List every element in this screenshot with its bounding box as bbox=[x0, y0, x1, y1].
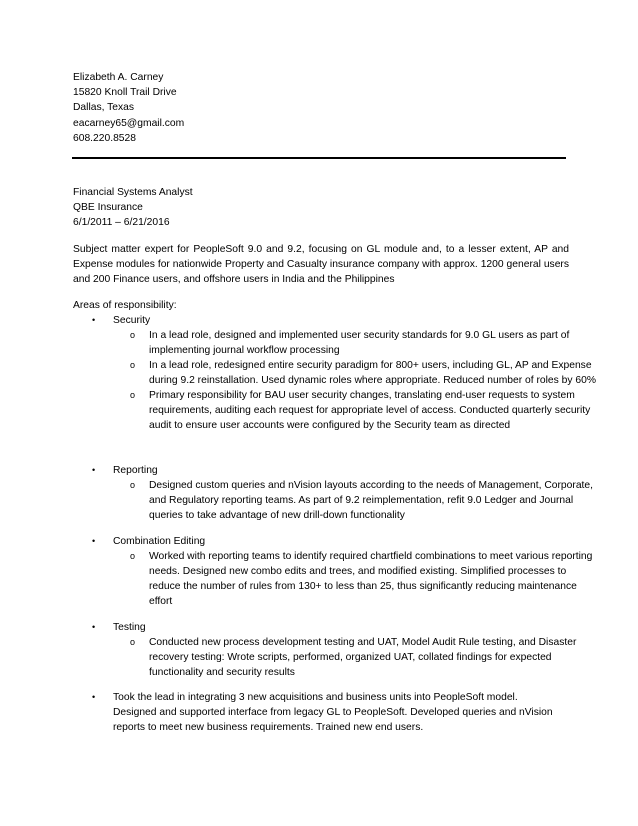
contact-phone: 608.220.8528 bbox=[73, 132, 136, 144]
bullet-icon: • bbox=[92, 465, 96, 475]
list-item bbox=[130, 549, 593, 609]
job-company: QBE Insurance bbox=[73, 202, 143, 214]
area-label: Testing bbox=[113, 622, 146, 633]
job-summary: Subject matter expert for PeopleSoft 9.0 and 9.2, focusing on GL module and, to a lesser extent, AP and Expense modules for nationwide Property and Casualty insurance company with approx. 1200 general users and 200 Finance users, and offshore users in India and the Philippines bbox=[73, 244, 569, 285]
list-item-text: Designed custom queries and nVision layouts according to the needs of Management, Corporate, and Regulatory reporting teams. As part of 9.2 reimplementation, refit 9.0 Ledger and Journal queries to take advantage of new drill-down functionality bbox=[149, 480, 593, 521]
bullet-icon: • bbox=[92, 315, 96, 325]
contact-street: 15820 Knoll Trail Drive bbox=[73, 87, 177, 99]
area-testing bbox=[92, 620, 577, 680]
list-item-text: Primary responsibility for BAU user security changes, translating end-user requests to system requirements, auditing each request for appropriate level of access. Conducted quarterly security audit to ensure user accounts were configured by the Security team as directed bbox=[149, 390, 591, 431]
list-item bbox=[130, 635, 577, 680]
contact-email: eacarney65@gmail.com bbox=[73, 117, 185, 129]
contact-city: Dallas, Texas bbox=[73, 102, 135, 114]
list-item bbox=[130, 478, 593, 523]
area-reporting bbox=[92, 463, 593, 523]
list-item bbox=[130, 358, 597, 388]
bullet-icon: • bbox=[92, 692, 96, 702]
bullet-icon: • bbox=[92, 536, 96, 546]
bullet-icon: • bbox=[92, 622, 96, 632]
sub-bullet-icon: o bbox=[130, 390, 136, 400]
header-divider bbox=[72, 157, 566, 159]
area-label: Security bbox=[113, 315, 151, 326]
area-integration bbox=[92, 690, 572, 735]
sub-bullet-icon: o bbox=[130, 551, 136, 561]
list-item bbox=[130, 388, 591, 433]
area-security bbox=[92, 313, 597, 433]
areas-heading: Areas of responsibility: bbox=[73, 300, 177, 311]
sub-bullet-icon: o bbox=[130, 480, 136, 490]
contact-block bbox=[73, 70, 184, 146]
area-label: Took the lead in integrating 3 new acquisitions and business units into PeopleSoft model. Designed and supported interface from legacy GL to PeopleSoft. Developed queries and nVision reports to meet new business requirements. Trained new end users. bbox=[113, 692, 553, 733]
job-block bbox=[73, 185, 193, 231]
area-combination-editing bbox=[92, 534, 593, 609]
list-item-text: In a lead role, redesigned entire security paradigm for 800+ users, including GL, AP and Expense during 9.2 reinstallation. Used dynamic roles where appropriate. Reduced number of roles by 60% bbox=[149, 360, 597, 386]
sub-bullet-icon: o bbox=[130, 360, 136, 370]
list-item-text: Worked with reporting teams to identify required chartfield combinations to meet various reporting needs. Designed new combo edits and trees, and modified existing. Simplified processes to reduce the number of rules from 130+ to less than 25, thus significantly reducing maintenance effort bbox=[149, 551, 593, 607]
list-item-text: Conducted new process development testing and UAT, Model Audit Rule testing, and Disaster recovery testing: Wrote scripts, performed, organized UAT, collated findings for expected functionality and security results bbox=[149, 637, 577, 678]
job-title: Financial Systems Analyst bbox=[73, 187, 193, 198]
job-dates: 6/1/2011 – 6/21/2016 bbox=[73, 217, 170, 229]
area-label: Combination Editing bbox=[113, 536, 206, 547]
sub-bullet-icon: o bbox=[130, 330, 136, 340]
area-label: Reporting bbox=[113, 465, 158, 476]
list-item-text: In a lead role, designed and implemented user security standards for 9.0 GL users as part of implementing journal workflow processing bbox=[149, 330, 570, 356]
contact-name: Elizabeth A. Carney bbox=[73, 72, 164, 83]
list-item bbox=[130, 328, 570, 358]
sub-bullet-icon: o bbox=[130, 637, 136, 647]
